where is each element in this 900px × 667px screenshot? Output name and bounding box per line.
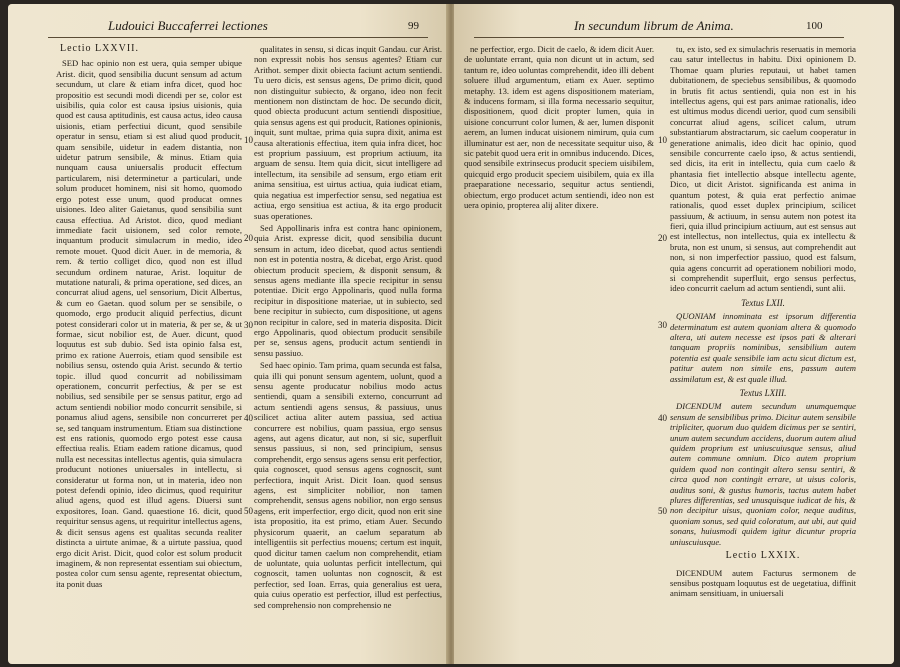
- right-col2-paragraph: tu, ex isto, sed ex simulachris reseruatis in memoria cau satur intellectus in habitu. Dixi opinionem D. Thomae quam pluries reputaui, ut habet tamen dubitationem, de speciebus sensibilibus, & quomodo in brutis fit actus sentiendi, quia non est in his intellectus agens, qui est pars animae rationalis, ideo est ultimus modus dicendi uerior, quod cum sensibili concurrat aliud agens, scilicet calum, utrum substantiarum abstractarum, sic caelum cooperatur in generatione animalis, ideo dicit hac opinio, quod sensibile concurrente caelo ipso, & actus sentiendi, sed dicis, ita erit in intellectu, quia cum caelo & phantasia fiet intellectio absque intellectu agente, Dico, ut dicit Aristot. significanda est anima in quantum potest, & quia erat perfectio animae rationalis, quod esset duplex principium, scilicet passiuum, & actiuum, in sensu autem non potest ita fieri, quia illud principium actiuum, aut est sensus aut est intellectus, non intellectus, quia ex intellectu & bruta, non est unum, si sensus, aut comprehendit aut non, si non imperfectior passiuo, quod est falsum, quia agens concurrit ad operationem nobiliori modo, si comprehendit superfluit, ergo sensus perfectus, ideo concurrit caelum ad actum sentiendi, sunt alii.: [670, 44, 856, 294]
- left-page-number: 99: [408, 20, 419, 32]
- left-column-1: [56, 44, 242, 656]
- right-col1-paragraph: ne perfectior, ergo. Dicit de caelo, & idem dicit Auer. de uoluntate errant, quia non dicunt ut in actum, sed tantum re, ideo uoluntas comprehendit, ideo illi debent soluere illud argumentum, etiam ex Auer. septimo metaphy. 13. idem est agens dispositionem materiam, & inducens formam, si illa forma necessario sequitur, dispositionem, quod dicit propter lumen, quia in uisione concurrunt color lumen, & aer, lumen disponit aerem, an lumen inducat uisionem nimirum, quia cum illuminatur est aer, non de necessitate sequitur uiso, & sic patebit quod uera erit in omnibus inducendo. Dices, quod sensibile extrinsecus producit speciem uisibilem, quicquid ergo producit speciem uisibilem, quia ex illa praeparatione necessario, sequitur actus sentiendi, obiectum, ergo producet actum sentiendi, ideo non est uera opinio, propterea alij aliter dixere.: [464, 44, 654, 211]
- left-running-head: Ludouici Buccaferrei lectiones: [108, 18, 268, 33]
- textus-63-heading: Textus LXIII.: [739, 388, 787, 398]
- left-margin-number: 20: [244, 233, 253, 243]
- left-col1-paragraph: SED hac opinio non est uera, quia semper ubique Arist. dicit, quod sensibilia ducunt sensum ad actum secundum, ut clare & etiam infra dicet, quod hoc propositio est secundi modi dicendi per se, color est uisibilis, quia color est causa ipsius uisionis, quia quod est causa aptitudinis, est causa actus, ideo causa uisionis, etiam perfectiui dicunt, quod sensibile operatur in sensu, etiam si est aliud quod producit, quam sensibile, uidetur in eadem distantia, non uidetur patrum sensibile, & minus. Etiam quia nunquam causa uniuersalis producit effectum particularem, nisi determinetur a particulari, unde solum producet hominem, nisi sit homo, quomodo ergo potest esse unum, quod producat omnes uisiones. Ideo aliter Gaietanus, quod sensibilia sunt causa effectiua. Ad Aristot. dico, quod mediant immediate facit uisionem, sed color remote, inquantum producit simulacrum in medio, ideo remote mouet. Quod dicit Auer. in de memoria, & rem. & tertio colliget dico, quod non est illud secundum ordinem naturae, Arist. loquitur de mutatione naturali, & prima operatione, sed dices, an concurrat aliud agens, uel sensorium, Dicit Albertus, & cum eo Gaetan. quod solum per se sensibile, o quomodo, ergo producit aliquid perfectius, dicunt potest considerari color ut in materia, & per se, & ut formae, sicut nobilior est, de Auer. dicunt, quod loquutus est sub dubio. Sed ista opinio falsa est, primo ex ratione Auerrois, etiam quod sensibile est nobilius sensu, ostendo quia Arist. secundo & tertio topic. illud quod concurrit ad nobilissimam operationem, concurrit perfectius, & per se est nobilius, sed sensibile per se sensus patitur, ergo ad actum sentiendi nobilior modo concurrit sensibile, si ponamus aliud agens, sensibile non concurreret per se, sed tanquam instrumentum. Etiam sua distinctione est ens rationis, quomodo ergo potest esse causa effectiua realis. Etiam eadem ratione dicamus, quod nulla est necessitas intellectus agentis, quia simulacra producunt notiones uniuersales in intellectu, si consideratur ut forma non, ut in materia, ideo non potest defendi opinio, ideo dicimus, quod requiritur aliud agens, quod est illud agens. Diuersi sunt expositores, Ioan. Gand. quaestione 16. dicit, quod requiritur sensus agens, ut requiritur intellectus agens, & dicit sensus agens est qualitas secunda realiter distincta a uirtute animae, & a uirtute passiua, quod ergo dicit Arist. Dicit, quod color est solum producit imaginem, & non representat essentiam sui obiectum, postea color cum sensu agente, representat obiectum, ita ponit duas: [56, 58, 242, 589]
- left-margin-number: 40: [244, 413, 253, 423]
- left-margin-number: 50: [244, 506, 253, 516]
- textus-62-text: QUONIAM innominata est ipsorum differentia determinatum est autem quoniam altera & quomodo altera, uti autem necesse est ipsos pati & alterari tanquam propriis nominibus, sensibilium autem potentia est quale sensibile iam actu sicut dictum est, patitur autem non simile ens, passum autem assimilatum est, & est quale illud.: [670, 311, 856, 384]
- lectio-79-heading: Lectio LXXIX.: [725, 550, 801, 562]
- left-margin-number: 30: [244, 320, 253, 330]
- textus-62-heading: Textus LXII.: [741, 297, 785, 308]
- left-header-rule: [48, 37, 428, 38]
- left-page: [8, 4, 448, 664]
- right-margin-number: 10: [658, 135, 667, 145]
- right-margin-number: 20: [658, 233, 667, 243]
- right-page: [454, 4, 894, 664]
- left-column-2: [254, 44, 442, 656]
- lectio-79-text: DICENDUM autem Facturus sermonem de sensibus postquam loquutus est de uegetatiua, diffinit animam sensitiuam, in uniuersali: [670, 567, 856, 599]
- book-spread: [8, 4, 894, 664]
- right-running-head: In secundum librum de Anima.: [574, 18, 734, 33]
- right-margin-number: 50: [658, 506, 667, 516]
- textus-63-text: DICENDUM autem secundum unumquemque sensum de sensibilibus primo. Dicitur autem sensibile tripliciter, quorum duo quidem dicimus per se sentiri, unum autem secundum accidens, duorum autem aliud quidem proprium est uniuscuiusque sensus, aliud autem commune omnium. Dico autem proprium quidem quod non contingit altero sensu sentiri, & circa quod non contingit errare, ut uisus coloris, auditus soni, & gustus humoris, tactus autem habet plures differentias, sed unusquisque iudicat de his, & non decipitur uisus, quoniam color, neque auditus, quoniam sonus, sed quid coloratum, aut ubi, aut quid sonans, huiusmodi quidem igitur dicuntur propria uniuscuiusque.: [670, 401, 856, 547]
- right-margin-number: 40: [658, 413, 667, 423]
- left-margin-number: 10: [244, 135, 253, 145]
- right-margin-number: 30: [658, 320, 667, 330]
- right-column-1: [464, 44, 654, 656]
- left-col2-paragraph-2: Sed Appollinaris infra est contra hanc opinionem, quia Arist. expresse dicit, quod sensibilia ducunt sensum in actum, ideo dicebat, quod actus sentiendi non est in potentia nostra, & dicebat, ergo Arist. quod obiectum producit speciem, & disponit sensum, & sensus agens mediante illa specie recipitur in sensu potentiae. Dicit ergo Appolinaris, quod nulla forma recipitur in dispositione materiae, ut in subiecto, sed bene recipitur in subiecto, cum dispositione, ut agens non recipitur in calore, sed in materia disposita. Dicit ergo Appolinaris, quod obiectum producit sensibile per se, sensus agens, producit actum sentiendi in sensu passiuo.: [254, 222, 442, 358]
- left-col2-paragraph-1: qualitates in sensu, si dicas inquit Gandau. cur Arist. non expressit nobis hos sensus agentes? Etiam cur Arithot. semper dixit obiecta faciunt actum sentiendi. Tu uero dicis, est sensus agens, De primo dicit, quod non distinguitur subiecto, & organo, ideo non fecit mentionem non distinctam de hoc. De secundo dicit, quod obiecta producunt actum sentiendi dispositiue, quia sensus agens est qui producit, Rationes opinionis, inquit, sunt multae, prima quia supra dixit, anima est causa alterationis effectiua, item quia infra dicet, hoc est proprium passiuum, est proprium actiuum, ita arguam de sensu. Item quia dicit, sicut intelligere ad intellectum, ita sensibile ad sensum, ergo etiam erit anima sensitiua, est uirtus actiua, quia iudicat etiam, quia negatiua est imperfectior sensu, sed negatiua est actiua, ergo sensitiua est actiua, & ita ergo producit suas operationes.: [254, 44, 442, 221]
- right-header-rule: [474, 37, 844, 38]
- left-col2-paragraph-3: Sed haec opinio. Tam prima, quam secunda est falsa, quia illi qui ponunt sensum agentem, uolunt, quod a sensu agente producatur nobilius modo actus sentiendi, quam a sensibili externo, concurrunt ad actum sentiendi agens sensus, & passiuus, unus scilicet actiua aliter autem passiua, sed actiua concurrere est nobilius, quam passiua, ergo sensus agens, aut agens dicatur, aut non, si sic, superfluit sensus passiuus, si non, sed principium, sensus comprehendit, ergo sensus agens sensu erit perfectior, quia cognoscet, quod sensus agens cognoscit, sunt perfectiora, inquit Arist. Dicit Ioan. quod sensus agens, est simpliciter nobilior, non tamen comprehendit, sensus agens nobilior, non ergo sensus agens, erit imperfectior, ergo dicit, quod non erit sine ista propositio, ita est primo, etiam Auer. Secundo physicorum quaerit, an caelum separatum ab intelligentiis sit perfectius mouens; certum est inquit, quod dicitur tamen caelum non comprehendit, etiam de uoluntate, quia uoluntas perficit intellectum, qui cognoscit, tamen uoluntas non cognoscit, & est perfectior, sed Ioan. Erras, quia generalius est uera, quia cuius operatio est perfectior, illud est perfectius, sed comprehensio non comprehensio ne: [254, 360, 442, 610]
- right-page-number: 100: [806, 20, 823, 32]
- right-column-2: [670, 44, 856, 656]
- lectio-heading: Lectio LXXVII.: [60, 44, 139, 54]
